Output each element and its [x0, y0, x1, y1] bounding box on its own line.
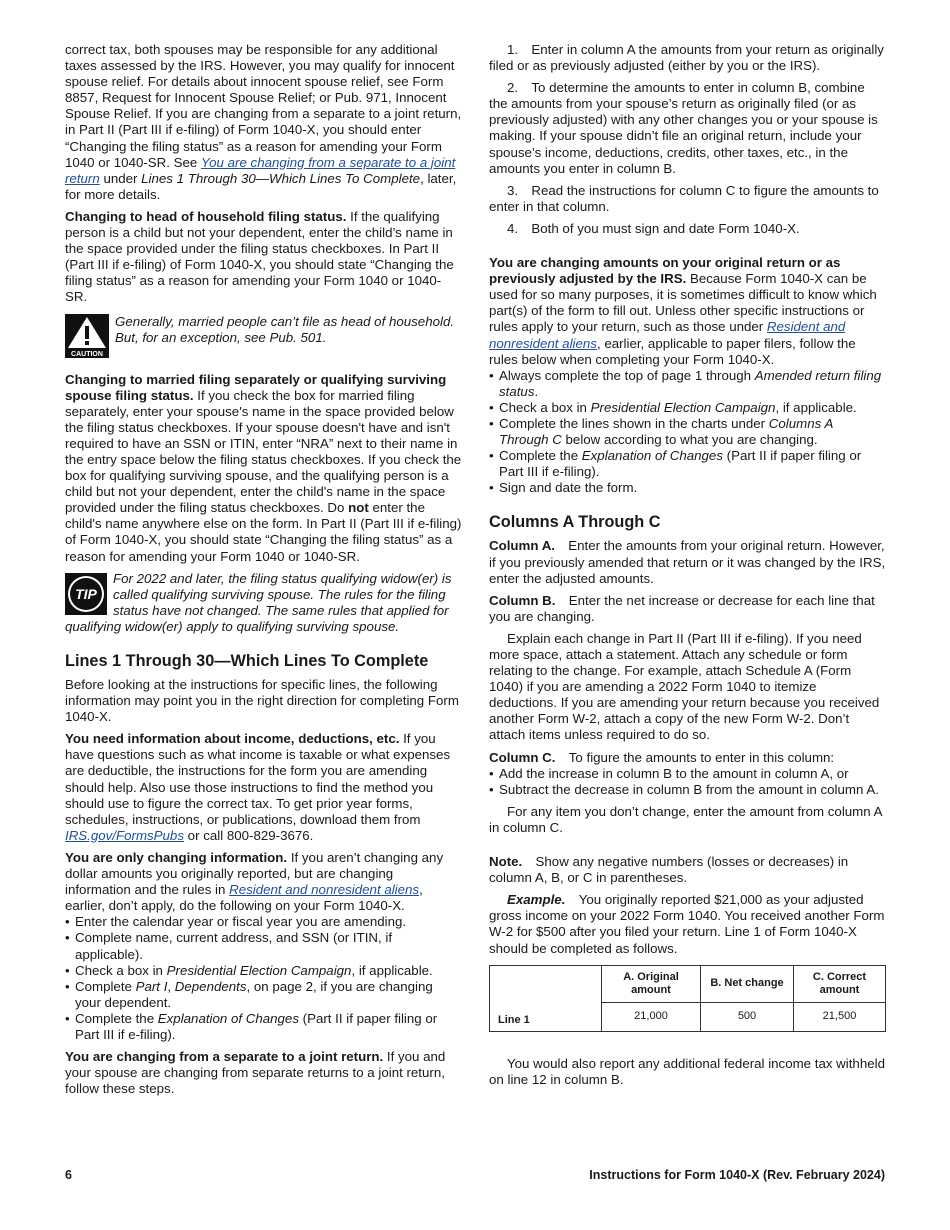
link-resident-aliens[interactable]: Resident and nonresident aliens	[489, 319, 846, 351]
step-2: 2. To determine the amounts to enter in column B, combine the amounts from your spouse’s return as originally filed (or as previously adjusted) with any other changes you or your spouse is making. If your spouse didn’t file an original return, include your spouse’s income, deductions, credits, other taxes, etc., in the amounts you enter in column B.	[489, 80, 878, 176]
tip-text: For 2022 and later, the filing status qualifying widow(er) is called qualifying surviving spouse. The rules for the filing status have not changed. The same rules that applied for qualifying widow(er) apply to qualifying surviving spouse.	[65, 570, 452, 634]
page-number: 6	[65, 1168, 72, 1182]
step-4: 4. Both of you must sign and date Form 1040-X.	[507, 220, 800, 236]
paragraph-mfs: Changing to married filing separately or qualifying surviving spouse filing status. If you check the box for married filing separately, enter your spouse's name in the space provided below the filing status checkboxes. If your spouse doesn't have and isn't required to have an SSN or ITIN, enter “NRA” next to their name in the entry space below the filing status checkboxes. If you check the box for qualifying surviving spouse, and the qualifying person is a child but not your dependent, enter the child's name in the space provided under the filing status checkboxes. Do not enter the child's name anywhere else on the form. In Part II (Part III if e-filing) of Form 1040-X, you should state “Changing the filing status” as a reason for amending your Form 1040 or 1040-SR.	[65, 371, 462, 564]
paragraph-info: You need information about income, deductions, etc. If you have questions such as what income is taxable or what expenses are deductible, the instructions for the form you are amending should help. Also use those instructions to find the method you should use to figure the correct tax. To get prior year forms, schedules, instructions, or publications, download them from IRS.gov/FormsPubs or call 800-829-3676.	[65, 731, 451, 843]
tip-note	[65, 571, 462, 635]
link-separate-to-joint[interactable]: You are changing from a separate to a joint return	[65, 154, 456, 186]
list-item: • Enter the calendar year or fiscal year you are amending.	[65, 914, 462, 930]
list-item: • Subtract the decrease in column B from the amount in column A.	[489, 782, 886, 798]
link-forms-pubs[interactable]: IRS.gov/FormsPubs	[65, 827, 184, 843]
step-1: 1. Enter in column A the amounts from your return as originally filed or as previously adjusted (either by you or the IRS).	[489, 42, 884, 74]
table-header-correct: C. Correct amount	[794, 965, 886, 1002]
list-item: • Complete the Explanation of Changes (Part II if paper filing or Part III if e-filing).	[489, 448, 886, 480]
caution-text: Generally, married people can’t file as head of household. But, for an exception, see Pub. 501.	[115, 313, 455, 345]
list-item: • Complete the lines shown in the charts under Columns A Through C below according to what you are changing.	[489, 416, 886, 448]
list-item: • Complete name, current address, and SSN (or ITIN, if applicable).	[65, 930, 462, 962]
list-item: • Complete Part I, Dependents, on page 2, if you are changing your dependent.	[65, 979, 462, 1011]
paragraph-separate-joint: You are changing from a separate to a joint return. If you and your spouse are changing from separate returns to a joint return, follow these steps.	[65, 1049, 446, 1097]
columns-heading: Columns A Through C	[489, 513, 661, 532]
list-item: • Check a box in Presidential Election Campaign, if applicable.	[65, 963, 462, 979]
step-3: 3. Read the instructions for column C to figure the amounts to enter in that column.	[489, 182, 879, 214]
column-a-paragraph: Column A. Enter the amounts from your original return. However, if you previously amended that return or it was changed by the IRS, enter the adjusted amounts.	[489, 538, 886, 586]
final-paragraph: You would also report any additional federal income tax withheld on line 12 in column B.	[489, 1055, 885, 1087]
left-column	[65, 42, 462, 1103]
list-item: • Always complete the top of page 1 through Amended return filing status.	[489, 368, 886, 400]
column-c-unchanged: For any item you don’t change, enter the amount from column A in column C.	[489, 803, 882, 835]
column-b-paragraph: Column B. Enter the net increase or decrease for each line that you are changing.	[489, 592, 875, 624]
paragraph-only-info: You are only changing information. If you aren’t changing any dollar amounts you originally reported, but are changing information and the rules in Resident and nonresident aliens, earlier, don’t apply, do the following on your Form 1040-X.	[65, 849, 444, 914]
caution-icon	[65, 314, 109, 358]
table-header-original: A. Original amount	[602, 965, 701, 1002]
paragraph-amounts: You are changing amounts on your original return or as previously adjusted by the IRS. Because Form 1040-X can be used for so many purposes, it is sometimes difficult to know which part(s) of the form to fill out. Unless other specific instructions or rules apply to your return, such as those under Resident and nonresident aliens, earlier, applicable to paper filers, follow the rules below when completing your Form 1040-X.	[489, 255, 877, 367]
tip-label: TIP	[75, 585, 97, 602]
example-table	[489, 965, 886, 1032]
lines-intro: Before looking at the instructions for specific lines, the following information may point you in the right direction for completing Form 1040-X.	[65, 677, 459, 725]
table-row-label: Line 1	[490, 965, 602, 1031]
footer-title: Instructions for Form 1040-X (Rev. February 2024)	[589, 1168, 885, 1182]
paragraph-hoh: Changing to head of household filing status. If the qualifying person is a child but not your dependent, enter the child’s name in the space provided under the filing status checkboxes. In Part II (Part III if e-filing) of Form 1040-X, you should state “Changing the filing status” as a reason for amending your Form 1040 or 1040-SR.	[65, 208, 454, 305]
column-b-explain: Explain each change in Part II (Part III if e-filing). If you need more space, attach a statement. Attach any schedule or form relating to the change. For example, attach Schedule A (Form 1040) if you are amending a 2022 Form 1040 to itemize deductions. If you are amending your return because you received another Form W-2, attach a copy of the new Form W-2. Don’t attach items unless required to do so.	[489, 630, 880, 743]
table-header-net-change: B. Net change	[701, 965, 794, 1002]
note-paragraph: Note. Show any negative numbers (losses or decreases) in column A, B, or C in parentheses.	[489, 854, 849, 886]
caution-label: CAUTION	[71, 350, 103, 358]
paragraph: correct tax, both spouses may be responsible for any additional taxes assessed by the IRS. However, you may qualify for innocent spouse relief. For details about innocent spouse relief, see Form 8857, Request for Innocent Spouse Relief; or Pub. 971, Innocent Spouse Relief. If you are changing from a separate to a joint return, in Part II (Part III if e-filing) of Form 1040-X, you should enter “Changing the filing status” as a reason for amending your Form 1040 or 1040-SR. See You are changing from a separate to a joint return under Lines 1 Through 30—Which Lines To Complete, later, for more details.	[65, 42, 462, 202]
list-item: • Complete the Explanation of Changes (Part II if paper filing or Part III if e-filing).	[65, 1011, 462, 1043]
caution-note	[65, 314, 462, 358]
column-c-paragraph: Column C. To figure the amounts to enter in this column:	[489, 749, 835, 765]
list-item: • Check a box in Presidential Election Campaign, if applicable.	[489, 400, 886, 416]
list-item: • Add the increase in column B to the amount in column A, or	[489, 766, 886, 782]
list-item: • Sign and date the form.	[489, 480, 886, 496]
table-cell-original: 21,000	[602, 1002, 701, 1031]
right-column	[489, 42, 886, 1094]
table-cell-correct: 21,500	[794, 1002, 886, 1031]
tip-icon	[65, 573, 107, 615]
example-paragraph: Example. You originally reported $21,000 as your adjusted gross income on your 2022 Form 1040. You received another Form W-2 for $500 after you filed your return. Line 1 of Form 1040-X should be completed as follows.	[489, 892, 885, 956]
table-cell-net-change: 500	[701, 1002, 794, 1031]
link-resident-aliens[interactable]: Resident and nonresident aliens	[229, 882, 420, 898]
lines-heading: Lines 1 Through 30—Which Lines To Complete	[65, 652, 429, 670]
table-header-row	[490, 965, 886, 1002]
